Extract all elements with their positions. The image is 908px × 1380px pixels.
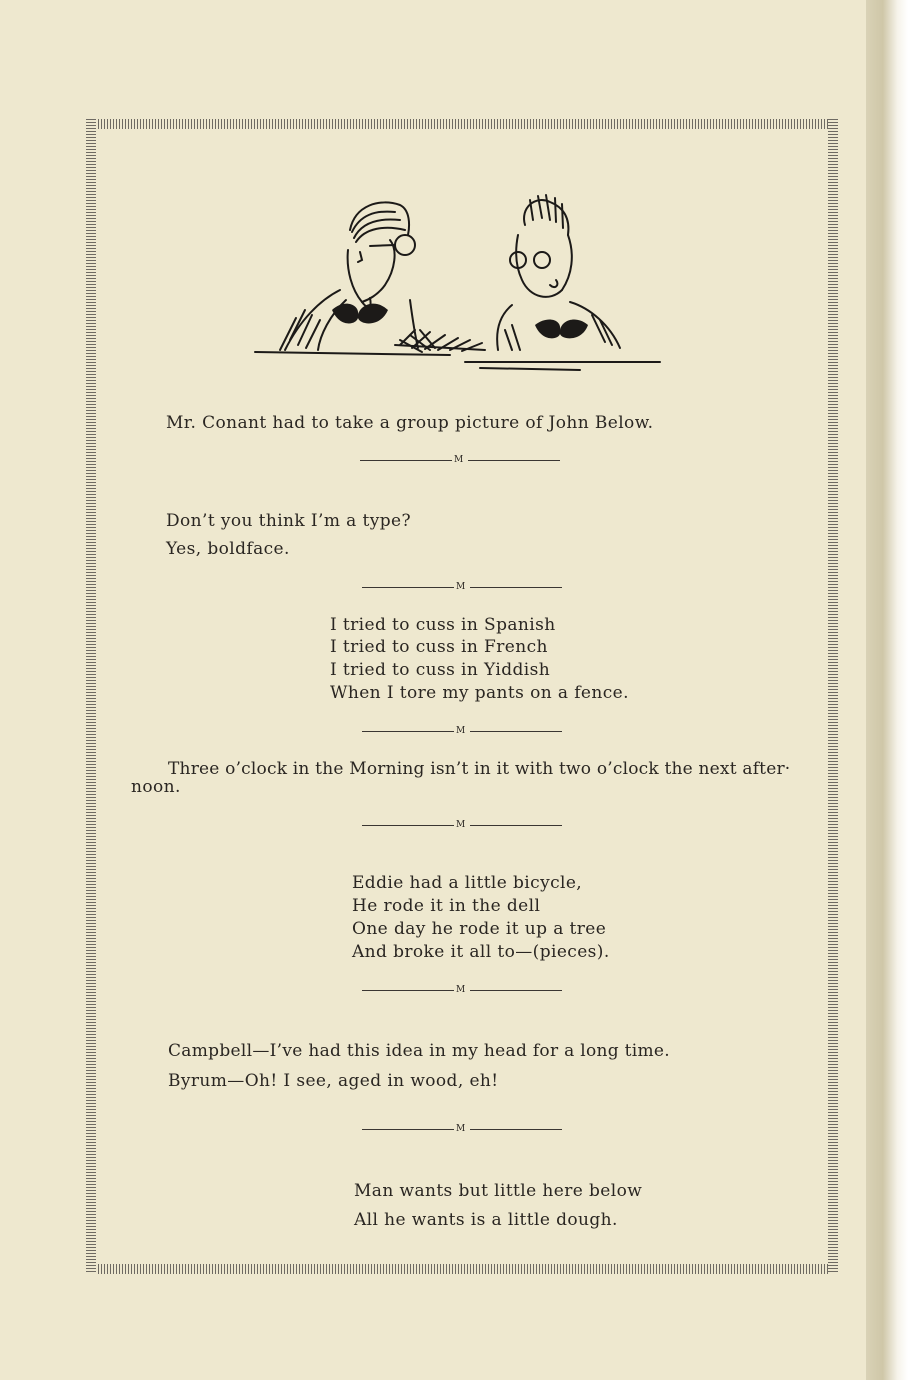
joke-question: Don’t you think I’m a type? [166,511,411,531]
divider-mark: M [456,582,466,592]
joke-answer: Yes, boldface. [166,539,290,559]
joke-byrum: Byrum—Oh! I see, aged in wood, eh! [168,1071,499,1091]
poem-line: When I tore my pants on a fence. [330,683,629,703]
poem-line: Eddie had a little bicycle, [352,873,583,893]
cartoon-illustration [250,190,670,380]
poem-line: Man wants but little here below [354,1181,643,1201]
poem-line: All he wants is a little dough. [354,1210,618,1230]
divider-5 [362,983,562,997]
divider-3 [362,724,562,738]
divider-2 [362,580,562,594]
border-left [86,119,96,1274]
poem-line: I tried to cuss in Yiddish [330,660,551,680]
divider-mark: M [454,455,464,465]
divider-mark: M [456,985,466,995]
poem-line: One day he rode it up a tree [352,919,607,939]
joke-three-oclock-line2: noon. [131,777,181,797]
page-edge [866,0,908,1380]
border-right [828,119,838,1274]
divider-6 [362,1122,562,1136]
poem-line: I tried to cuss in Spanish [330,615,556,635]
divider-4 [362,818,562,832]
divider-mark: M [456,1124,466,1134]
divider-mark: M [456,726,466,736]
poem-line: And broke it all to—(pieces). [352,942,610,962]
divider-1 [360,453,560,467]
divider-mark: M [456,820,466,830]
border-bottom [86,1264,838,1274]
poem-line: I tried to cuss in French [330,637,548,657]
border-top [86,119,838,129]
joke-three-oclock-line1: Three o’clock in the Morning isn’t in it with two o’clock the next after· [168,759,791,779]
poem-line: He rode it in the dell [352,896,541,916]
joke-campbell: Campbell—I’ve had this idea in my head for a long time. [168,1041,670,1061]
cartoon-caption: Mr. Conant had to take a group picture of John Below. [166,413,654,433]
